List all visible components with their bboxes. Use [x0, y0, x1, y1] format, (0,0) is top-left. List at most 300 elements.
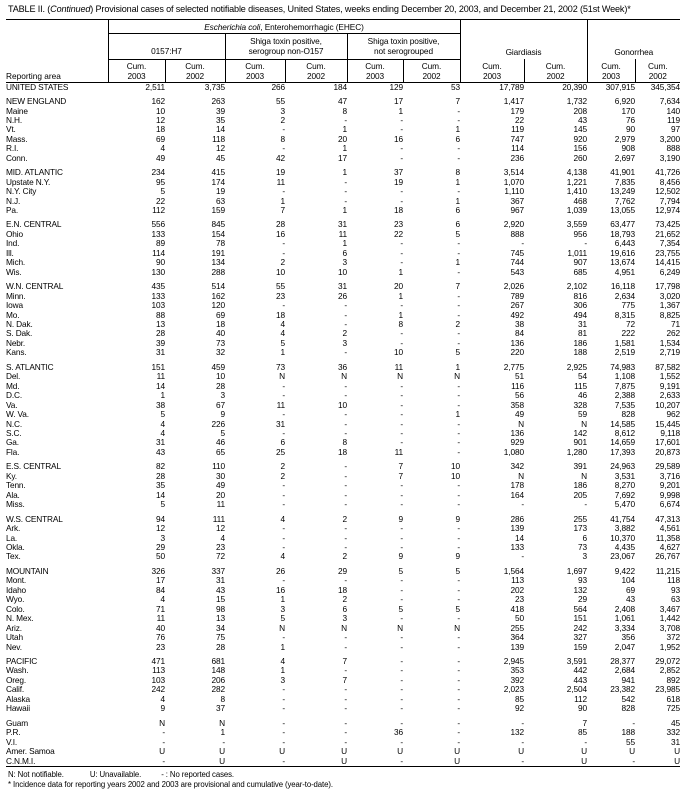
row-value: 94 — [155, 513, 165, 524]
row-value: 2,852 — [659, 665, 681, 676]
row-value: 14 — [215, 124, 225, 135]
row-value: 9 — [455, 551, 460, 562]
row-value: 63,477 — [610, 219, 636, 230]
row-value: 3,882 — [614, 523, 636, 534]
row-area-label: Mo. — [6, 309, 20, 320]
year-label: 2003 — [482, 71, 502, 81]
row-value: 6,249 — [659, 266, 681, 277]
row-value: 55 — [275, 281, 285, 292]
row-value: 41,726 — [655, 167, 681, 178]
row-value: U — [219, 746, 225, 757]
row-value: 13 — [155, 319, 165, 330]
row-value: 6 — [455, 133, 460, 144]
row-value: 4,138 — [566, 167, 588, 178]
row-value: - — [282, 380, 285, 391]
row-value: - — [344, 309, 347, 320]
row-value: 134 — [211, 257, 225, 268]
row-value: 17,393 — [610, 446, 636, 457]
table-row — [6, 163, 680, 177]
row-value: 43 — [155, 446, 165, 457]
row-value: - — [282, 736, 285, 747]
row-value: 4 — [280, 655, 285, 666]
row-value: 3 — [342, 613, 347, 624]
row-area-label: P.R. — [6, 727, 21, 738]
row-value: - — [344, 736, 347, 747]
row-value: 13 — [215, 613, 225, 624]
row-value: N — [518, 418, 524, 429]
row-value: U — [397, 746, 403, 757]
row-value: 112 — [152, 205, 165, 216]
row-value: - — [457, 152, 460, 163]
row-value: 104 — [621, 575, 636, 586]
row-value: 7 — [280, 205, 285, 216]
row-value: - — [400, 632, 403, 643]
row-value: 10 — [155, 105, 165, 116]
group-header-ehec — [108, 19, 460, 33]
table-row — [6, 92, 680, 106]
page-title — [6, 4, 680, 16]
row-value: 2 — [342, 328, 347, 339]
row-value: 35 — [215, 114, 225, 125]
row-value: 31 — [337, 281, 347, 292]
year-label: 2002 — [185, 71, 205, 81]
shiga-non-o157-line2: serogroup non-O157 — [248, 46, 324, 56]
row-value: - — [282, 693, 285, 704]
row-value: - — [400, 238, 403, 249]
column-header-notsero-2003 — [347, 59, 403, 82]
subgroup-header-o157h7: 0157:H7 — [108, 33, 225, 59]
row-value: - — [457, 446, 460, 457]
table-body — [6, 82, 680, 766]
row-value: - — [400, 613, 403, 624]
row-value: 170 — [621, 105, 636, 116]
row-value: 17 — [155, 575, 165, 586]
row-value: - — [282, 541, 285, 552]
row-value: 3,334 — [614, 622, 636, 633]
row-value: 1 — [220, 727, 225, 738]
row-area-label: Ariz. — [6, 622, 22, 633]
row-value: - — [457, 632, 460, 643]
row-area-label: Utah — [6, 632, 23, 643]
row-value: - — [400, 380, 403, 391]
row-value: U — [518, 746, 524, 757]
row-value: 745 — [510, 247, 524, 258]
row-value: 21,652 — [655, 228, 681, 239]
row-value: - — [400, 594, 403, 605]
title-continued: Continued — [50, 4, 91, 14]
row-value: 50 — [514, 613, 524, 624]
row-value: 9 — [455, 513, 460, 524]
row-value: 31 — [577, 319, 588, 330]
row-value: 84 — [155, 584, 165, 595]
row-value: 1 — [455, 409, 460, 420]
row-value: 542 — [621, 693, 636, 704]
title-suffix: ) Provisional cases of selected notifiable diseases, United States, weeks ending December 20, 2003, and December 21, 2002 (51st Week)* — [90, 4, 631, 14]
row-value: 262 — [666, 328, 681, 339]
row-value: - — [400, 532, 403, 543]
row-area-label: Fla. — [6, 446, 20, 457]
row-value: - — [400, 152, 403, 163]
row-value: - — [344, 480, 347, 491]
row-value: 12 — [215, 523, 225, 534]
row-value: 1,108 — [614, 371, 636, 382]
row-value: - — [344, 489, 347, 500]
row-value: 226 — [211, 418, 225, 429]
row-value: 72 — [625, 319, 636, 330]
row-value: 9,422 — [614, 565, 636, 576]
row-value: 4 — [280, 319, 285, 330]
row-value: - — [162, 727, 165, 738]
table-row — [6, 82, 680, 92]
row-value: 31 — [671, 736, 681, 747]
row-value: - — [344, 532, 347, 543]
row-value: 8 — [220, 693, 225, 704]
row-value: 12 — [155, 523, 165, 534]
row-value: - — [282, 523, 285, 534]
row-value: 11 — [394, 361, 403, 372]
row-value: 18 — [337, 584, 347, 595]
row-value: - — [400, 575, 403, 586]
row-value: 459 — [211, 361, 225, 372]
row-value: 492 — [510, 309, 524, 320]
row-area-label: Nebr. — [6, 337, 26, 348]
row-value: 59 — [577, 409, 588, 420]
row-value: - — [457, 418, 460, 429]
row-area-label: Ark. — [6, 523, 21, 534]
row-value: 929 — [510, 437, 524, 448]
row-value: 8 — [398, 319, 403, 330]
row-value: 358 — [510, 399, 524, 410]
row-value: - — [400, 489, 403, 500]
row-value: - — [344, 499, 347, 510]
row-value: 6,674 — [659, 499, 681, 510]
row-value: - — [457, 736, 460, 747]
row-area-label: Minn. — [6, 290, 26, 301]
row-value: 962 — [666, 409, 681, 420]
row-value: - — [282, 143, 285, 154]
table-row — [6, 457, 680, 471]
row-value: N — [518, 470, 524, 481]
row-area-label: W. Va. — [6, 409, 29, 420]
row-value: - — [457, 480, 460, 491]
row-value: 112 — [574, 693, 588, 704]
row-value: 188 — [573, 347, 588, 358]
row-value: 132 — [510, 727, 524, 738]
row-value: 1,280 — [566, 446, 588, 457]
row-value: 186 — [573, 337, 588, 348]
row-value: 136 — [510, 337, 524, 348]
row-value: 1 — [455, 176, 460, 187]
row-value: 29 — [577, 594, 588, 605]
table-row — [6, 728, 680, 737]
row-value: 5 — [398, 565, 403, 576]
row-value: - — [457, 541, 460, 552]
row-value: 4 — [160, 428, 165, 438]
row-value: 10 — [215, 371, 225, 382]
row-value: 892 — [666, 674, 681, 685]
row-value: 19 — [215, 186, 225, 197]
row-value: 260 — [573, 152, 588, 163]
row-area-label: La. — [6, 532, 18, 543]
table-row — [6, 652, 680, 666]
row-value: - — [457, 693, 460, 704]
row-value: - — [587, 757, 635, 767]
row-value: 13,249 — [610, 186, 636, 197]
row-value: - — [457, 399, 460, 410]
row-value: - — [457, 309, 460, 320]
row-value: 71 — [671, 319, 681, 330]
row-value: - — [400, 257, 403, 268]
row-value: 3,716 — [659, 470, 681, 481]
row-value: 179 — [510, 105, 524, 116]
row-value: 174 — [211, 176, 225, 187]
row-value: 1,070 — [503, 176, 524, 187]
row-value: - — [162, 736, 165, 747]
row-value: 17,601 — [655, 437, 681, 448]
subgroup-header-shiga-non-o157 — [225, 33, 347, 59]
row-value: 25 — [275, 446, 285, 457]
footnote-n-key: N: Not notifiable. — [8, 769, 64, 779]
row-area-label: W.N. CENTRAL — [6, 281, 64, 292]
row-area-label: S. Dak. — [6, 328, 33, 339]
header-row-cum — [6, 59, 680, 82]
row-value: 3,190 — [659, 152, 681, 163]
row-value: 4,627 — [659, 541, 681, 552]
row-value: 5 — [455, 228, 460, 239]
row-value: 28 — [215, 641, 225, 652]
row-value: 1,367 — [659, 300, 681, 311]
row-value: 13,674 — [610, 257, 636, 268]
row-value: 14 — [514, 532, 524, 543]
row-value: 8 — [342, 105, 347, 116]
year-label: 2003 — [127, 71, 146, 81]
row-value: 148 — [211, 665, 225, 676]
table-row — [6, 704, 680, 713]
row-value: 4 — [160, 594, 165, 605]
row-value: 20,390 — [524, 82, 587, 92]
row-value: 28 — [155, 328, 165, 339]
row-value: 267 — [510, 300, 524, 311]
row-value: - — [400, 428, 403, 438]
row-value: - — [282, 124, 285, 135]
row-value: 10 — [450, 470, 460, 481]
row-area-label: Amer. Samoa — [6, 746, 55, 757]
row-value: - — [457, 575, 460, 586]
row-value: N — [581, 418, 588, 429]
row-area-label: Mont. — [6, 575, 27, 586]
row-value: 1 — [398, 309, 403, 320]
row-value: - — [457, 143, 460, 154]
row-area-label: Md. — [6, 380, 20, 391]
row-value: - — [584, 499, 588, 510]
row-value: 45 — [215, 152, 225, 163]
row-value: - — [521, 736, 524, 747]
row-value: 23,067 — [610, 551, 636, 562]
row-value: 5 — [160, 499, 165, 510]
row-value: 133 — [151, 290, 165, 301]
row-value: 775 — [621, 300, 636, 311]
row-area-label: Conn. — [6, 152, 28, 163]
row-value: 90 — [577, 703, 588, 714]
row-value: 392 — [510, 674, 524, 685]
row-value: - — [344, 684, 347, 695]
row-value: U — [629, 746, 636, 757]
row-value: 2 — [280, 257, 285, 268]
row-value: 139 — [510, 641, 524, 652]
row-value: U — [285, 757, 347, 767]
row-value: 47,313 — [655, 513, 681, 524]
row-value: 4 — [220, 532, 225, 543]
row-value: 43 — [215, 584, 225, 595]
row-value: 7,535 — [614, 399, 636, 410]
row-value: - — [400, 390, 403, 401]
row-value: - — [344, 114, 347, 125]
row-value: 3,735 — [165, 82, 225, 92]
row-value: 72 — [215, 551, 225, 562]
row-value: 85 — [577, 727, 588, 738]
row-value: 2,979 — [614, 133, 636, 144]
row-value: 6 — [582, 532, 588, 543]
row-value: 8,270 — [614, 480, 636, 491]
table-row — [6, 358, 680, 372]
row-value: - — [457, 489, 460, 500]
row-area-label: Guam — [6, 717, 28, 728]
row-value: 95 — [155, 176, 165, 187]
row-area-label: Wis. — [6, 266, 22, 277]
row-value: 14 — [155, 380, 165, 391]
row-value: 39 — [215, 105, 225, 116]
row-value: 1 — [342, 143, 347, 154]
row-value: 9,191 — [659, 380, 681, 391]
row-value: 19,616 — [610, 247, 636, 258]
row-value: 173 — [573, 523, 588, 534]
row-value: - — [347, 757, 403, 767]
row-value: - — [344, 195, 347, 206]
row-value: - — [344, 523, 347, 534]
header-row-group — [6, 19, 680, 33]
row-value: - — [400, 399, 403, 410]
row-value: - — [457, 674, 460, 685]
row-value: 35 — [155, 480, 165, 491]
row-value: 188 — [621, 727, 636, 738]
row-value: - — [344, 347, 347, 358]
row-value: 7 — [455, 281, 460, 292]
row-value: 63 — [671, 594, 681, 605]
row-value: 55 — [625, 736, 636, 747]
row-area-label: MOUNTAIN — [6, 565, 49, 576]
row-value: 208 — [573, 105, 588, 116]
header-spacer — [6, 19, 108, 33]
row-value: - — [400, 247, 403, 258]
row-value: N — [279, 622, 285, 633]
row-value: - — [344, 727, 347, 738]
row-value: 65 — [215, 446, 225, 457]
table-row — [6, 491, 680, 500]
row-value: - — [457, 290, 460, 301]
row-area-label: D.C. — [6, 390, 22, 401]
row-value: 901 — [573, 437, 588, 448]
row-value: 2,047 — [614, 641, 636, 652]
row-value: 2,684 — [614, 665, 636, 676]
row-area-label: Mich. — [6, 257, 26, 268]
row-value: - — [457, 655, 460, 666]
row-value: N — [159, 717, 165, 728]
row-value: 28 — [155, 470, 165, 481]
row-value: - — [400, 337, 403, 348]
row-value: 67 — [215, 399, 225, 410]
notifiable-diseases-table — [6, 19, 680, 767]
row-value: 828 — [621, 409, 636, 420]
row-value: 8,315 — [614, 309, 636, 320]
row-area-label: Mass. — [6, 133, 28, 144]
row-value: 81 — [577, 328, 588, 339]
row-value: 113 — [511, 575, 524, 586]
table-row — [6, 562, 680, 576]
row-area-label: N.Y. City — [6, 186, 37, 197]
table-row — [6, 500, 680, 509]
row-value: 3,020 — [659, 290, 681, 301]
row-area-label: MID. ATLANTIC — [6, 167, 63, 178]
row-value: 1 — [280, 665, 285, 676]
row-value: - — [344, 319, 347, 330]
row-value: - — [457, 641, 460, 652]
row-value: 7,794 — [659, 195, 681, 206]
row-value: - — [400, 186, 403, 197]
row-value: 3,514 — [503, 167, 524, 178]
row-value: - — [457, 665, 460, 676]
row-value: 725 — [666, 703, 681, 714]
row-value: 242 — [573, 622, 588, 633]
row-value: 11 — [156, 371, 165, 382]
row-value: 11,215 — [655, 565, 681, 576]
row-value: 2,388 — [614, 390, 636, 401]
row-value: 22 — [514, 114, 524, 125]
row-value: 888 — [666, 143, 681, 154]
row-value: - — [457, 337, 460, 348]
row-value: 888 — [510, 228, 524, 239]
row-value: 142 — [573, 428, 588, 438]
row-value: - — [344, 541, 347, 552]
row-value: - — [282, 532, 285, 543]
row-value: 3,200 — [659, 133, 681, 144]
row-area-label: C.N.M.I. — [6, 757, 108, 767]
row-value: 353 — [510, 665, 524, 676]
row-value: 9,118 — [660, 428, 681, 438]
year-label: 2003 — [365, 71, 385, 81]
row-value: - — [400, 418, 403, 429]
row-value: 2,511 — [108, 82, 165, 92]
row-value: 372 — [666, 632, 681, 643]
row-value: 2,023 — [503, 684, 524, 695]
table-row — [6, 714, 680, 728]
row-value: 129 — [347, 82, 403, 92]
row-value: 16,118 — [610, 281, 636, 292]
row-value: 38 — [514, 319, 524, 330]
row-value: 97 — [671, 124, 681, 135]
row-value: - — [457, 532, 460, 543]
row-value: 1 — [280, 195, 285, 206]
row-value: - — [222, 736, 225, 747]
row-value: - — [282, 186, 285, 197]
row-value: N — [219, 717, 225, 728]
title-prefix: TABLE II. ( — [8, 4, 51, 14]
row-value: 618 — [666, 693, 681, 704]
column-header-notsero-2002 — [403, 59, 460, 82]
row-value: 1 — [455, 361, 460, 372]
row-value: 5,470 — [614, 499, 636, 510]
row-area-label: Ohio — [6, 228, 23, 239]
ehec-rest: , Enterohemorrhagic (EHEC) — [260, 22, 364, 32]
